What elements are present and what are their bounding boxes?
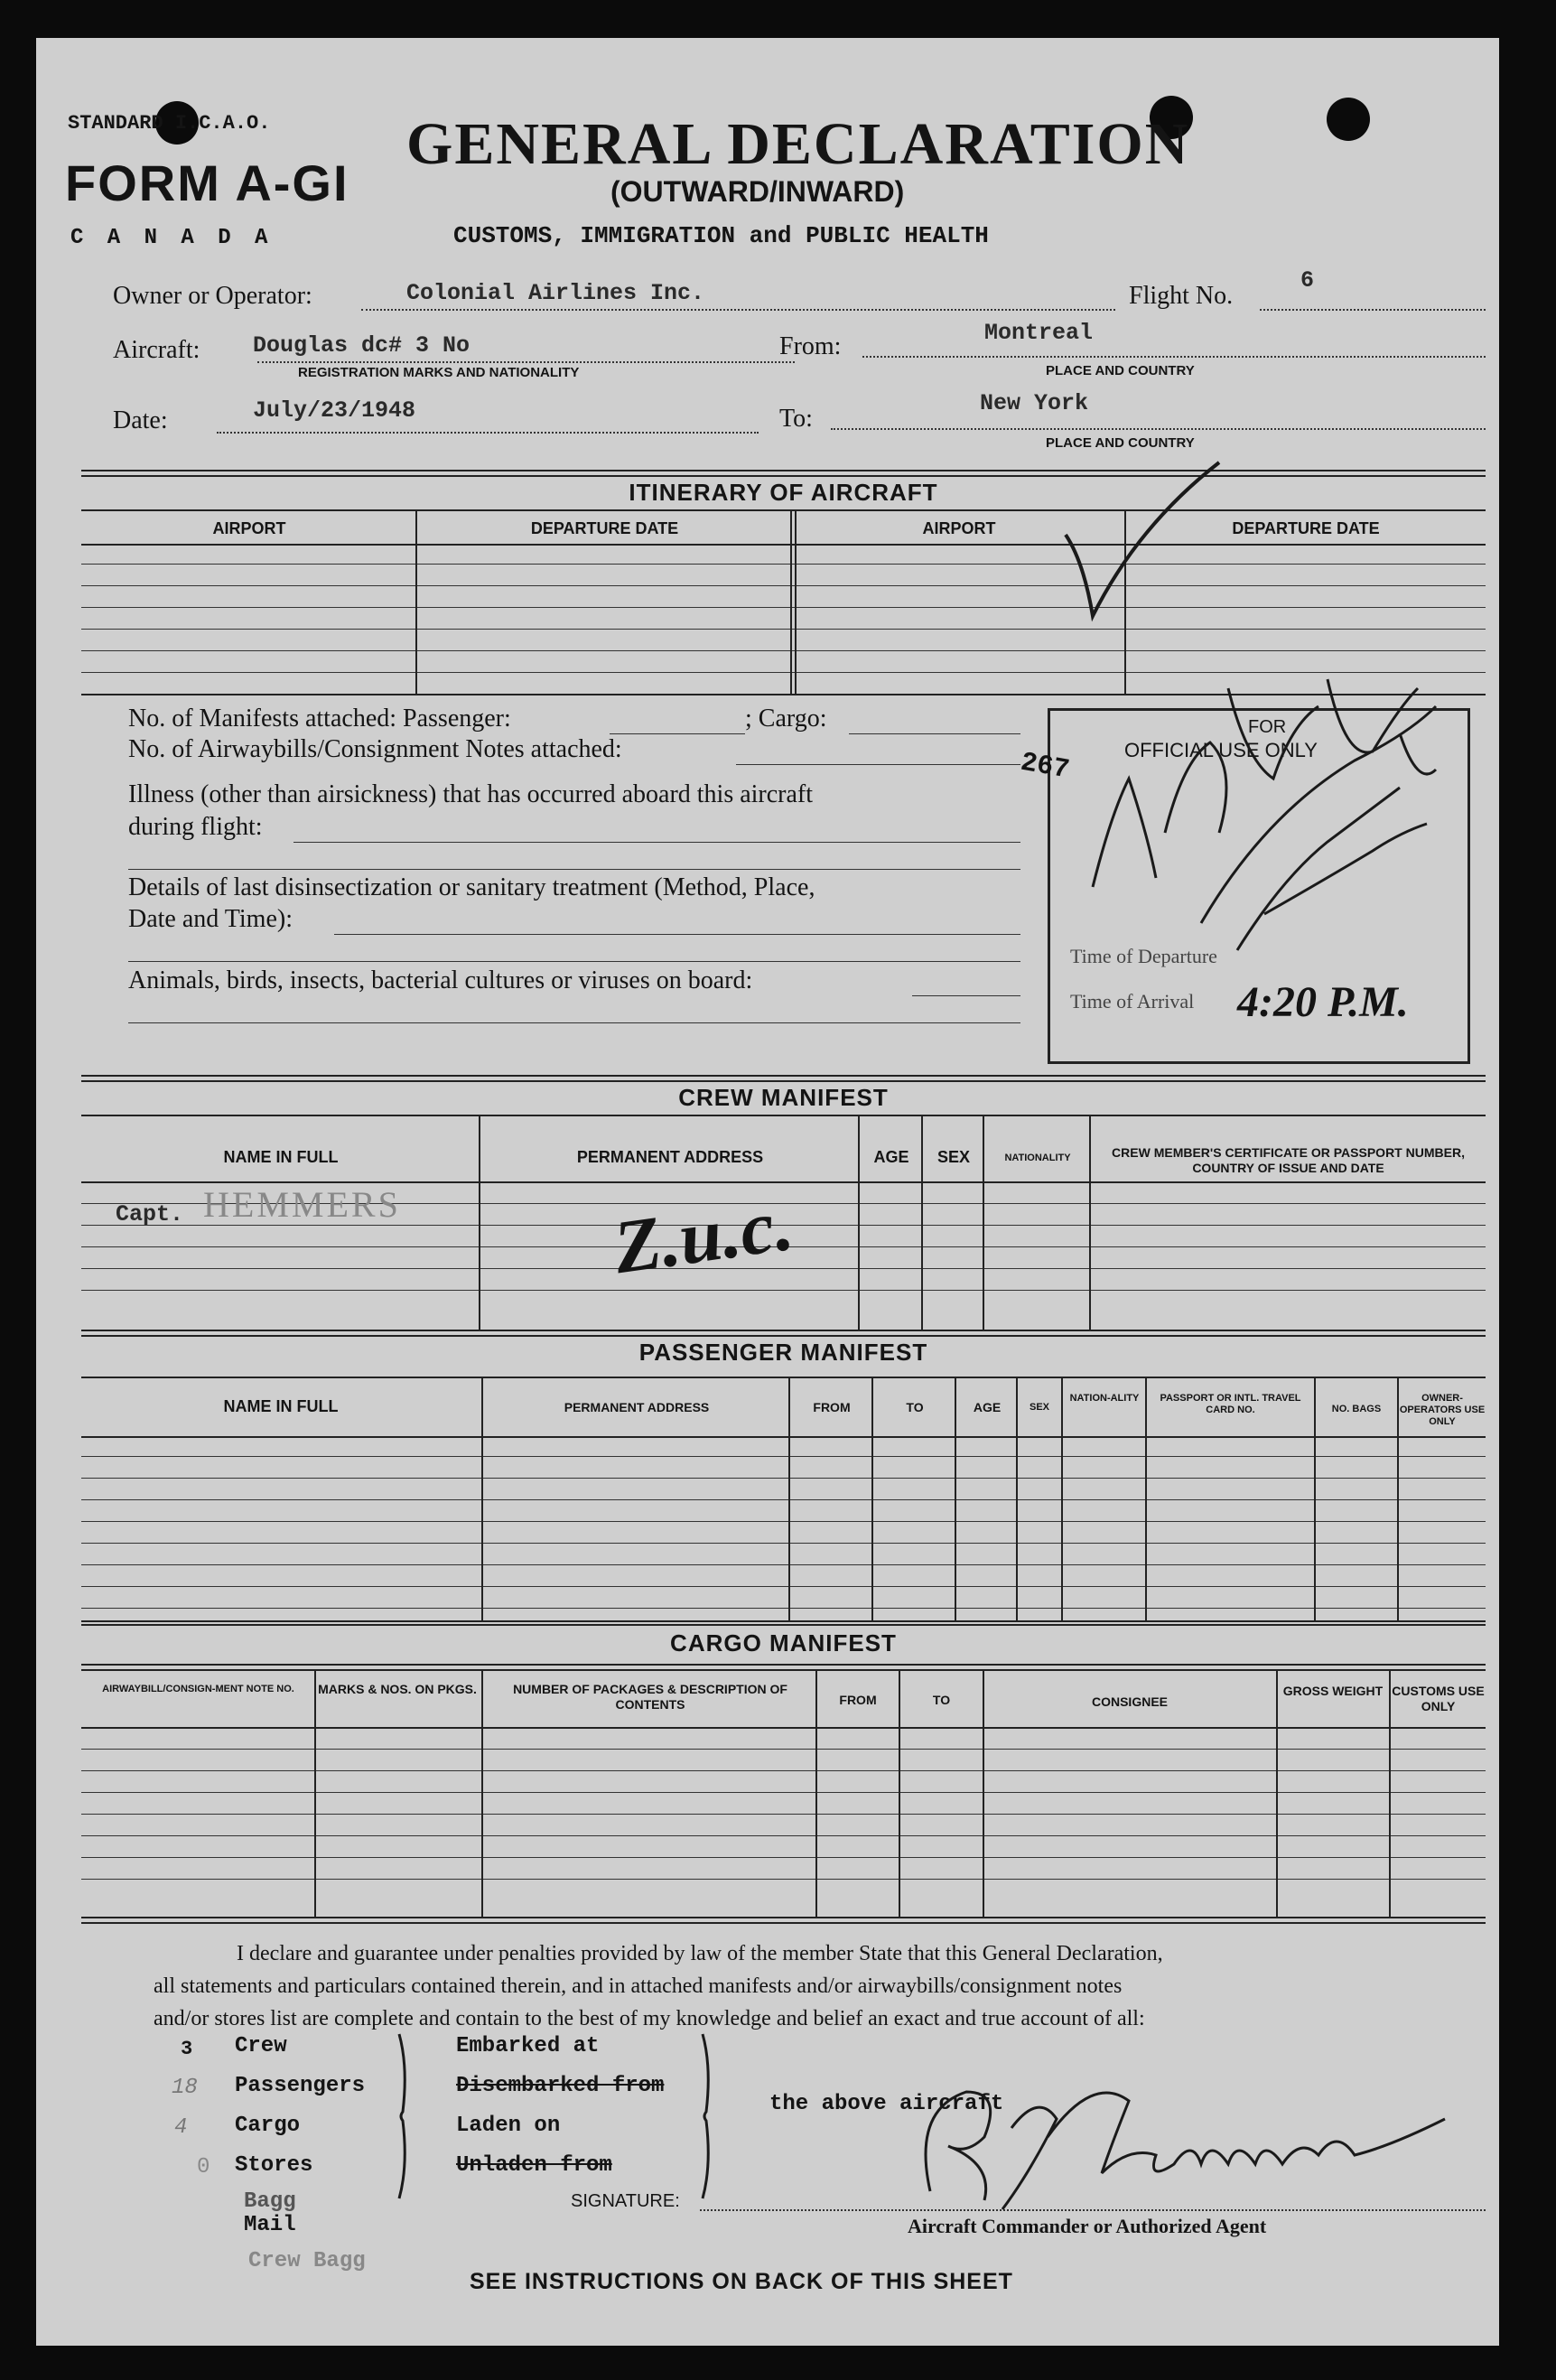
crew-header-age: AGE bbox=[873, 1148, 909, 1166]
cargo-header-rule bbox=[81, 1669, 1486, 1671]
aircraft-caption: REGISTRATION MARKS AND NATIONALITY bbox=[298, 365, 580, 380]
official-use-number: 267 bbox=[1018, 747, 1072, 787]
itinerary-col-divider bbox=[790, 509, 792, 694]
cargo-row-line bbox=[81, 1770, 1486, 1771]
declaration-item-stores: Stores bbox=[235, 2153, 313, 2178]
declaration-count: 0 bbox=[197, 2155, 210, 2179]
crew-row-name-hand: HEMMERS bbox=[203, 1184, 401, 1225]
aircraft-line bbox=[257, 361, 795, 363]
standard-label: STANDARD I.C.A.O. bbox=[68, 112, 271, 135]
itinerary-header-airport-2: AIRPORT bbox=[922, 519, 996, 537]
passenger-header-owner: OWNER-OPERATORS USE ONLY bbox=[1399, 1393, 1486, 1427]
crew-col-divider bbox=[858, 1115, 860, 1330]
passenger-header-address: PERMANENT ADDRESS bbox=[564, 1400, 710, 1414]
passenger-header-nationality: NATION-ALITY bbox=[1069, 1393, 1140, 1404]
cargo-header-weight: GROSS WEIGHT bbox=[1282, 1684, 1384, 1698]
crew-col-divider bbox=[1089, 1115, 1091, 1330]
crew-rule bbox=[81, 1080, 1486, 1082]
declaration-count: 4 bbox=[174, 2115, 188, 2140]
official-use-title: OFFICIAL USE ONLY bbox=[1124, 739, 1318, 761]
document-title: GENERAL DECLARATION bbox=[406, 111, 1190, 177]
crew-col-divider bbox=[983, 1115, 984, 1330]
cargo-count-line bbox=[849, 733, 1020, 734]
itinerary-header-departure-2: DEPARTURE DATE bbox=[1232, 519, 1380, 537]
itinerary-row-line bbox=[81, 585, 1486, 586]
passenger-row-line bbox=[81, 1564, 1486, 1565]
cargo-col-divider bbox=[314, 1669, 316, 1917]
passenger-row-line bbox=[81, 1499, 1486, 1500]
arrival-time-value: 4:20 P.M. bbox=[1237, 978, 1409, 1026]
itinerary-row-line bbox=[81, 544, 1486, 546]
document-page bbox=[36, 38, 1499, 2346]
cargo-row-line bbox=[81, 1857, 1486, 1858]
crew-header-nationality: NATIONALITY bbox=[1004, 1153, 1071, 1163]
to-caption: PLACE AND COUNTRY bbox=[1046, 435, 1195, 451]
commander-signature bbox=[885, 2056, 1490, 2218]
itinerary-rule bbox=[81, 475, 1486, 477]
cargo-header-from: FROM bbox=[839, 1693, 877, 1707]
itinerary-title: ITINERARY OF AIRCRAFT bbox=[629, 479, 938, 506]
aircraft-label: Aircraft: bbox=[113, 336, 200, 364]
crew-col-divider bbox=[921, 1115, 923, 1330]
illness-label-2: during flight: bbox=[128, 813, 263, 841]
cargo-rule bbox=[81, 1624, 1486, 1626]
crew-rule bbox=[81, 1075, 1486, 1077]
cargo-title: CARGO MANIFEST bbox=[670, 1629, 897, 1657]
passenger-row-line bbox=[81, 1543, 1486, 1544]
flight-line bbox=[1260, 309, 1486, 311]
declaration-item-passengers: Passengers bbox=[235, 2074, 366, 2098]
crew-header-address: PERMANENT ADDRESS bbox=[576, 1148, 764, 1166]
animals-label: Animals, birds, insects, bacterial cultures or viruses on board: bbox=[128, 966, 753, 994]
cargo-header-customs: CUSTOMS USE ONLY bbox=[1392, 1684, 1485, 1713]
itinerary-header-airport: AIRPORT bbox=[212, 519, 286, 537]
itinerary-col-divider bbox=[415, 509, 417, 694]
flight-label: Flight No. bbox=[1129, 282, 1234, 310]
passenger-row-line bbox=[81, 1608, 1486, 1609]
declaration-line-1: I declare and guarantee under penalties provided by law of the member State that this General Declaration, bbox=[237, 1942, 1163, 1965]
passenger-header-rule bbox=[81, 1377, 1486, 1378]
passenger-col-divider bbox=[788, 1377, 790, 1620]
from-value: Montreal bbox=[984, 320, 1094, 346]
animals-line bbox=[912, 995, 1020, 996]
cargo-header-rule bbox=[81, 1664, 1486, 1666]
passenger-rule bbox=[81, 1335, 1486, 1337]
manifests-label: No. of Manifests attached: Passenger: bbox=[128, 705, 511, 733]
passenger-row-line bbox=[81, 1436, 1486, 1438]
passenger-title: PASSENGER MANIFEST bbox=[638, 1339, 928, 1366]
declaration-count: 3 bbox=[181, 2038, 193, 2060]
owner-label: Owner or Operator: bbox=[113, 282, 312, 310]
cargo-header-marks: MARKS & NOS. ON PKGS. bbox=[318, 1682, 477, 1696]
declaration-action-embarked: Embarked at bbox=[456, 2034, 600, 2058]
passenger-row-line bbox=[81, 1586, 1486, 1587]
crew-header-name: NAME IN FULL bbox=[223, 1148, 339, 1166]
passenger-bottom-rule bbox=[81, 1620, 1486, 1622]
itinerary-row-line bbox=[81, 650, 1486, 651]
itinerary-row-line bbox=[81, 564, 1486, 565]
cargo-header-consignee: CONSIGNEE bbox=[1091, 1694, 1168, 1709]
cargo-bottom-rule bbox=[81, 1922, 1486, 1924]
form-number: FORM A-GI bbox=[65, 154, 349, 211]
passenger-col-divider bbox=[481, 1377, 483, 1620]
official-use-for: FOR bbox=[1248, 717, 1287, 737]
itinerary-row-line bbox=[81, 629, 1486, 630]
disinsect-label-2: Date and Time): bbox=[128, 905, 293, 933]
declaration-action-disembarked: Disembarked from bbox=[456, 2074, 665, 2098]
declaration-item-cargo: Cargo bbox=[235, 2114, 301, 2138]
instructions-footer: SEE INSTRUCTIONS ON BACK OF THIS SHEET bbox=[470, 2269, 1013, 2294]
passenger-header-from: FROM bbox=[813, 1400, 851, 1414]
flight-value: 6 bbox=[1300, 267, 1315, 294]
illness-line bbox=[293, 842, 1020, 843]
to-line bbox=[831, 428, 1486, 430]
passenger-col-divider bbox=[1061, 1377, 1063, 1620]
declaration-item-bagg: Bagg bbox=[244, 2189, 296, 2214]
cargo-col-divider bbox=[983, 1669, 984, 1917]
crew-title: CREW MANIFEST bbox=[678, 1084, 889, 1111]
from-caption: PLACE AND COUNTRY bbox=[1046, 363, 1195, 378]
itinerary-rule bbox=[81, 470, 1486, 471]
passenger-header-passport: PASSPORT OR INTL. TRAVEL CARD NO. bbox=[1160, 1393, 1301, 1415]
declaration-above: the above aircraft bbox=[769, 2092, 1004, 2116]
passenger-col-divider bbox=[1145, 1377, 1147, 1620]
crew-row-address-hand: Z.u.c. bbox=[609, 1181, 798, 1291]
official-signature-scribble bbox=[1057, 652, 1481, 1013]
passenger-col-divider bbox=[1016, 1377, 1018, 1620]
crew-header-sex: SEX bbox=[936, 1148, 971, 1166]
disinsect-line-2 bbox=[128, 961, 1020, 962]
cargo-row-line bbox=[81, 1835, 1486, 1836]
cargo-col-divider bbox=[1389, 1669, 1391, 1917]
passenger-col-divider bbox=[1397, 1377, 1399, 1620]
passenger-row-line bbox=[81, 1478, 1486, 1479]
crew-col-divider bbox=[479, 1115, 480, 1330]
cargo-row-line bbox=[81, 1727, 1486, 1729]
passenger-col-divider bbox=[871, 1377, 873, 1620]
crew-row-name: Capt. bbox=[116, 1201, 184, 1227]
date-value: July/23/1948 bbox=[253, 397, 416, 424]
punch-hole bbox=[1327, 98, 1370, 141]
departure-time-label: Time of Departure bbox=[1070, 945, 1217, 967]
cargo-header-packages: NUMBER OF PACKAGES & DESCRIPTION OF CONTENTS bbox=[513, 1682, 787, 1712]
passenger-count-line bbox=[610, 733, 745, 734]
itinerary-col-divider bbox=[795, 509, 797, 694]
bracket-left bbox=[390, 2030, 417, 2202]
to-label: To: bbox=[779, 405, 813, 433]
date-line bbox=[217, 432, 759, 434]
owner-value: Colonial Airlines Inc. bbox=[406, 280, 705, 306]
airwaybills-line bbox=[736, 764, 1020, 765]
cargo-bottom-rule bbox=[81, 1917, 1486, 1918]
cargo-col-divider bbox=[815, 1669, 817, 1917]
declaration-action-unladen: Unladen from bbox=[456, 2153, 612, 2178]
passenger-rule bbox=[81, 1330, 1486, 1331]
passenger-header-name: NAME IN FULL bbox=[223, 1397, 339, 1415]
cargo-row-line bbox=[81, 1814, 1486, 1815]
document-subtitle-2: CUSTOMS, IMMIGRATION and PUBLIC HEALTH bbox=[453, 222, 989, 249]
crew-header-certificate: CREW MEMBER'S CERTIFICATE OR PASSPORT NUMBER, COUNTRY OF ISSUE AND DATE bbox=[1112, 1145, 1465, 1175]
crew-header-rule bbox=[81, 1115, 1486, 1116]
declaration-item-mail: Mail bbox=[244, 2213, 296, 2237]
declaration-count: 18 bbox=[172, 2076, 198, 2100]
passenger-row-line bbox=[81, 1521, 1486, 1522]
signature-label: SIGNATURE: bbox=[571, 2191, 680, 2211]
cargo-col-divider bbox=[481, 1669, 483, 1917]
animals-line-2 bbox=[128, 1022, 1020, 1023]
illness-line-2 bbox=[128, 869, 1020, 870]
declaration-item-crew-bagg: Crew Bagg bbox=[248, 2249, 366, 2273]
from-line bbox=[862, 356, 1486, 358]
bracket-right bbox=[694, 2030, 721, 2202]
owner-line bbox=[361, 309, 1115, 311]
country-label: C A N A D A bbox=[70, 226, 274, 250]
from-label: From: bbox=[779, 332, 842, 360]
cargo-col-divider bbox=[899, 1669, 900, 1917]
disinsect-line bbox=[334, 934, 1020, 935]
cargo-row-line bbox=[81, 1879, 1486, 1880]
passenger-col-divider bbox=[955, 1377, 956, 1620]
itinerary-row-line bbox=[81, 607, 1486, 608]
cargo-label: ; Cargo: bbox=[745, 705, 827, 733]
passenger-header-bags: NO. BAGS bbox=[1331, 1404, 1382, 1414]
airwaybills-label: No. of Airwaybills/Consignment Notes attached: bbox=[128, 735, 622, 763]
arrival-time-label: Time of Arrival bbox=[1070, 990, 1195, 1013]
passenger-row-line bbox=[81, 1456, 1486, 1457]
disinsect-label: Details of last disinsectization or sanitary treatment (Method, Place, bbox=[128, 873, 815, 901]
itinerary-header-rule bbox=[81, 509, 1486, 511]
date-label: Date: bbox=[113, 406, 168, 434]
illness-label: Illness (other than airsickness) that has occurred aboard this aircraft bbox=[128, 780, 814, 808]
declaration-line-3: and/or stores list are complete and contain to the best of my knowledge and belief an exact and true account of all: bbox=[154, 2007, 1145, 2030]
crew-row-line bbox=[81, 1290, 1486, 1291]
signer-caption: Aircraft Commander or Authorized Agent bbox=[908, 2215, 1267, 2237]
to-value: New York bbox=[980, 390, 1089, 416]
check-mark bbox=[1057, 453, 1237, 634]
passenger-col-divider bbox=[1314, 1377, 1316, 1620]
declaration-action-laden: Laden on bbox=[456, 2114, 561, 2138]
declaration-line-2: all statements and particulars contained therein, and in attached manifests and/or airwaybills/consignment notes bbox=[154, 1974, 1123, 1998]
cargo-header-to: TO bbox=[932, 1693, 951, 1707]
cargo-row-line bbox=[81, 1792, 1486, 1793]
document-subtitle: (OUTWARD/INWARD) bbox=[610, 175, 905, 208]
passenger-header-age: AGE bbox=[973, 1400, 1002, 1414]
cargo-row-line bbox=[81, 1749, 1486, 1750]
passenger-header-to: TO bbox=[906, 1400, 924, 1414]
aircraft-value: Douglas dc# 3 No bbox=[253, 332, 471, 359]
cargo-col-divider bbox=[1276, 1669, 1278, 1917]
declaration-item-crew: Crew bbox=[235, 2034, 287, 2058]
itinerary-header-departure: DEPARTURE DATE bbox=[530, 519, 679, 537]
passenger-header-sex: SEX bbox=[1029, 1402, 1049, 1413]
cargo-header-airwaybill: AIRWAYBILL/CONSIGN-MENT NOTE NO. bbox=[102, 1684, 294, 1694]
